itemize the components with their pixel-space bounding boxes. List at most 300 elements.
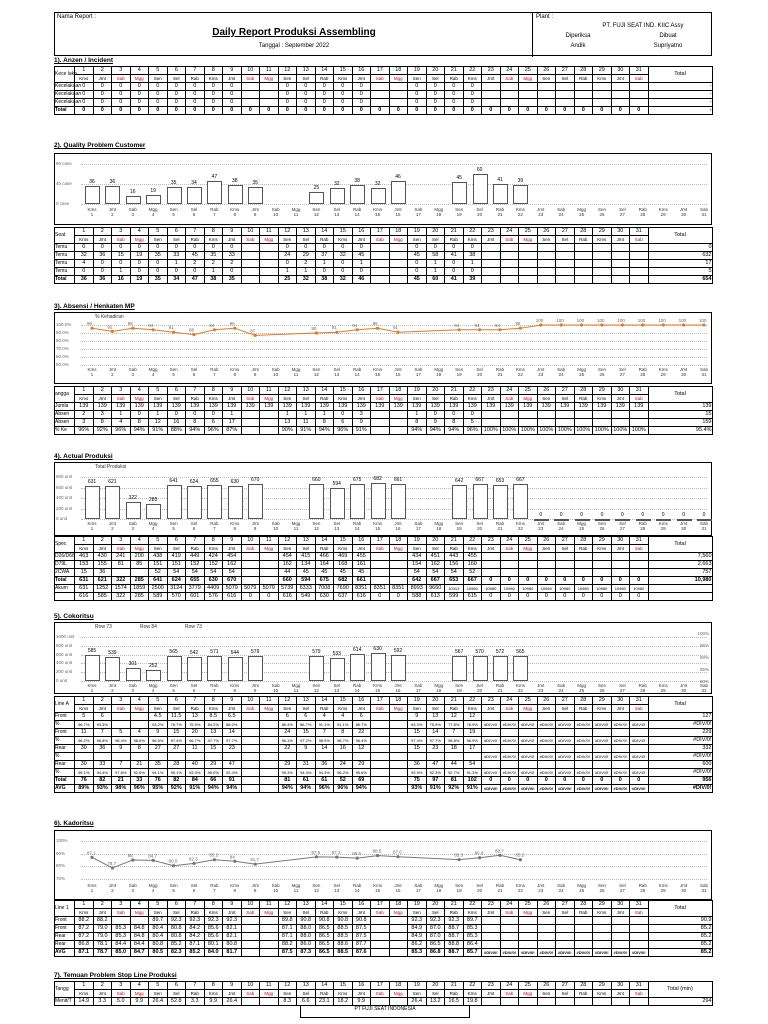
table-cell <box>574 569 593 577</box>
table-cell: 15 <box>408 745 427 753</box>
section-absensi-title: 3). Absensi / Henkaten MP <box>54 303 135 310</box>
weekday-header: Sel <box>297 705 316 713</box>
weekday-header: Sab <box>241 990 260 998</box>
table-cell: 75.9% <box>186 721 205 729</box>
day-header: 11 <box>260 901 279 909</box>
table-cell <box>371 577 390 585</box>
weekday-header: Kms <box>204 395 223 403</box>
day-header: 15 <box>334 901 353 909</box>
table-cell <box>500 83 519 91</box>
row-total: 90.9 <box>648 917 712 925</box>
weekday-header: Jmt <box>93 990 112 998</box>
table-cell: 1252 <box>93 585 112 593</box>
table-cell <box>537 276 556 284</box>
table-cell: 91% <box>463 785 482 793</box>
table-cell: 92.7% <box>445 769 464 777</box>
day-header: 26 <box>537 537 556 545</box>
day-header: 12 <box>278 537 297 545</box>
table-cell <box>593 99 612 107</box>
x-tick-label: Sen 19 <box>455 521 464 531</box>
table-cell <box>500 411 519 419</box>
bar-value-label: 36 <box>109 179 116 185</box>
table-cell: #DIV/0! <box>482 769 501 777</box>
bar-value-label: 39 <box>517 177 524 184</box>
grid-line <box>81 646 707 647</box>
day-header: 17 <box>371 901 390 909</box>
day-header: 25 <box>519 387 538 395</box>
x-tick-label: Sel 20 <box>476 207 483 217</box>
row-label <box>55 593 75 601</box>
x-tick-label: Sel 6 <box>190 883 198 893</box>
y-tick-label: 80% <box>56 863 66 869</box>
table-cell <box>519 998 538 1006</box>
x-tick-label: Sab 10 <box>271 207 280 217</box>
point-value-label: 100 <box>556 318 564 323</box>
data-bar <box>105 657 120 681</box>
table-cell <box>537 244 556 252</box>
table-cell: 0 <box>426 99 445 107</box>
line-point <box>152 328 155 331</box>
day-header: 27 <box>556 67 575 75</box>
x-tick-label: Rab 21 <box>495 683 505 693</box>
table-cell: 455 <box>463 553 482 561</box>
table-cell: 94% <box>204 785 223 793</box>
day-header: 5 <box>149 697 168 705</box>
weekday-header: Mgg <box>519 75 538 83</box>
table-cell: 95.1% <box>167 769 186 777</box>
table-cell: 0 <box>204 99 223 107</box>
weekday-header: Mgg <box>389 545 408 553</box>
table-cell: 47 <box>426 761 445 769</box>
table-cell: 0 <box>463 91 482 99</box>
table-cell: 96% <box>463 427 482 435</box>
table-cell <box>556 917 575 925</box>
table-cell <box>500 419 519 427</box>
table-cell <box>260 729 279 737</box>
table-cell <box>371 244 390 252</box>
table-cell: 45 <box>408 252 427 260</box>
total-header: Total <box>648 67 712 83</box>
day-header: 16 <box>352 537 371 545</box>
table-cell: 0 <box>204 107 223 115</box>
table-cell: 0 <box>297 91 316 99</box>
weekday-header: Mgg <box>130 395 149 403</box>
table-cell: 164 <box>315 561 334 569</box>
table-cell: 15 <box>297 729 316 737</box>
table-cell: 90.8 <box>315 917 334 925</box>
x-tick-label: Kms 29 <box>658 521 668 531</box>
bar-value-label: 0 <box>600 512 604 518</box>
right-tick-label: 95% <box>699 643 709 648</box>
weekday-header: Sen <box>408 990 427 998</box>
table-cell: 89.7 <box>149 917 168 925</box>
day-header: 27 <box>556 537 575 545</box>
x-tick-label: Kms 22 <box>515 521 525 531</box>
table-cell: 10980 <box>574 585 593 593</box>
weekday-header: Sab <box>241 236 260 244</box>
weekday-header: Rab <box>186 395 205 403</box>
bar-value-label: 41 <box>497 176 503 183</box>
table-cell: 86.8 <box>426 949 445 957</box>
table-cell <box>241 917 260 925</box>
day-header: 21 <box>445 67 464 75</box>
table-cell <box>574 998 593 1006</box>
table-cell: 6.6 <box>297 998 316 1006</box>
table-cell: 0 <box>519 593 538 601</box>
table-cell <box>371 737 390 745</box>
table-cell: 419 <box>167 553 186 561</box>
table-cell <box>260 769 279 777</box>
table-cell <box>149 753 168 761</box>
table-cell: 5739 <box>278 585 297 593</box>
table-cell <box>389 745 408 753</box>
point-value-label: 100 <box>678 318 687 323</box>
data-bar <box>473 484 488 519</box>
table-cell <box>500 713 519 721</box>
table-cell: 139 <box>112 403 131 411</box>
table-cell: #DIV/0! <box>537 769 556 777</box>
table-cell: 30 <box>75 745 94 753</box>
table-cell <box>556 713 575 721</box>
day-header: 2 <box>93 387 112 395</box>
day-header: 30 <box>611 697 630 705</box>
table-cell: 139 <box>445 403 464 411</box>
day-header: 20 <box>426 67 445 75</box>
y-tick-label: 800 unit <box>56 474 73 479</box>
day-header: 26 <box>537 697 556 705</box>
table-cell <box>241 569 260 577</box>
line-point <box>396 855 399 858</box>
table-cell: 0 <box>593 577 612 585</box>
table-cell: 17 <box>463 745 482 753</box>
day-header: 2 <box>93 982 112 990</box>
table-cell: 84.4 <box>130 941 149 949</box>
x-tick-label: Rab 7 <box>210 883 219 893</box>
table-cell: 8351 <box>389 585 408 593</box>
weekday-header: Sel <box>426 236 445 244</box>
weekday-header: Kms <box>593 705 612 713</box>
x-tick-label: Sen 12 <box>312 683 321 693</box>
day-header: 26 <box>537 67 556 75</box>
weekday-header: Mgg <box>260 75 279 83</box>
table-cell: 92.3 <box>186 917 205 925</box>
table-cell <box>260 561 279 569</box>
weekday-header: Sen <box>278 909 297 917</box>
table-cell: 10980 <box>611 585 630 593</box>
x-tick-label: Mgg 25 <box>577 521 586 531</box>
row-total: 956 <box>648 777 712 785</box>
day-header: 18 <box>389 982 408 990</box>
table-cell <box>241 260 260 268</box>
x-tick-label: Sab 24 <box>557 367 566 377</box>
table-cell: 36 <box>408 761 427 769</box>
table-cell: 95% <box>149 785 168 793</box>
table-cell: 0 <box>278 99 297 107</box>
table-cell <box>260 933 279 941</box>
day-header: 24 <box>500 387 519 395</box>
weekday-header: Kms <box>463 705 482 713</box>
x-tick-label: Kms 15 <box>373 367 383 377</box>
table-cell: 38 <box>315 276 334 284</box>
day-header: 3 <box>112 387 131 395</box>
day-header: 7 <box>186 697 205 705</box>
table-cell <box>630 268 649 276</box>
point-value-label: 94 <box>148 322 154 328</box>
right-tick-label: 90% <box>699 655 709 660</box>
day-header: 6 <box>167 982 186 990</box>
x-tick-label: Rab 28 <box>638 521 647 531</box>
table-cell <box>630 729 649 737</box>
table-cell: 54 <box>186 569 205 577</box>
table-cell: 33 <box>167 252 186 260</box>
table-cell: #DIV/0! <box>593 737 612 745</box>
table-cell: 3.3 <box>93 998 112 1006</box>
weekday-header: Mgg <box>519 705 538 713</box>
table-cell: 7 <box>93 729 112 737</box>
table-cell: 415 <box>297 553 316 561</box>
table-cell: 0 <box>186 83 205 91</box>
table-cell <box>241 761 260 769</box>
table-cell: 15 <box>75 569 94 577</box>
table-cell <box>93 753 112 761</box>
data-bar <box>473 174 488 204</box>
weekday-header: Sab <box>500 236 519 244</box>
weekday-header: Rab <box>574 545 593 553</box>
table-cell: 85.3 <box>463 925 482 933</box>
table-cell: 139 <box>389 403 408 411</box>
table-cell <box>371 949 390 957</box>
table-cell: #DIV/0! <box>593 785 612 793</box>
table-cell: 87.1 <box>186 941 205 949</box>
table-cell: 0 <box>426 91 445 99</box>
table-cell <box>241 729 260 737</box>
table-cell: 100% <box>593 427 612 435</box>
weekday-header: Sab <box>371 75 390 83</box>
day-header: 12 <box>278 901 297 909</box>
table-cell: 0 <box>167 107 186 115</box>
weekday-header: Sen <box>149 395 168 403</box>
x-tick-label: Jmt 30 <box>679 521 688 531</box>
absensi-table <box>54 386 713 435</box>
table-cell: 92.6% <box>130 769 149 777</box>
table-cell: 0 <box>519 107 538 115</box>
day-header: 13 <box>297 228 316 236</box>
right-tick-label: 85% <box>699 667 709 672</box>
weekday-header: Jmt <box>93 75 112 83</box>
weekday-header: Jmt <box>223 990 242 998</box>
weekday-header: Jmt <box>352 75 371 83</box>
table-cell: 87.5 <box>352 925 371 933</box>
bar-value-label: 0 <box>621 512 624 518</box>
y-tick-label: 90% <box>56 850 66 856</box>
data-bar <box>167 187 182 205</box>
x-tick-label: Mgg 4 <box>148 207 158 217</box>
weekday-header: Sen <box>278 705 297 713</box>
weekday-header: Rab <box>315 705 334 713</box>
row-label: Rear <box>55 745 75 753</box>
day-header: 27 <box>556 228 575 236</box>
x-tick-label: Sel 6 <box>190 521 198 531</box>
table-cell: 86.5 <box>315 933 334 941</box>
table-cell: 0 <box>482 593 501 601</box>
table-cell: 80.8 <box>149 941 168 949</box>
point-value-label: 87 <box>250 328 256 334</box>
day-header: 29 <box>593 901 612 909</box>
x-tick-label: Kms 15 <box>373 683 383 693</box>
weekday-header: Kms <box>463 909 482 917</box>
bar-value-label: 45 <box>456 174 462 181</box>
table-cell <box>556 925 575 933</box>
day-header: 12 <box>278 982 297 990</box>
row-label: D79L <box>55 561 75 569</box>
table-cell: 156 <box>445 561 464 569</box>
weekday-header: Sel <box>167 75 186 83</box>
table-cell <box>556 276 575 284</box>
produksi-table <box>54 536 713 601</box>
table-cell: 0 <box>278 244 297 252</box>
approval-names <box>533 43 713 49</box>
x-tick-label: Sab 31 <box>699 521 708 531</box>
table-cell: 97.8% <box>112 769 131 777</box>
table-cell: 0 <box>352 107 371 115</box>
weekday-header: Jmt <box>482 909 501 917</box>
table-cell <box>537 553 556 561</box>
data-bar <box>513 656 528 681</box>
x-tick-label: Sel 27 <box>619 207 626 217</box>
table-cell <box>611 745 630 753</box>
table-cell <box>241 933 260 941</box>
table-cell: 642 <box>408 577 427 585</box>
table-cell: #DIV/0! <box>630 769 649 777</box>
table-cell: 168 <box>334 561 353 569</box>
day-header: 1 <box>75 228 94 236</box>
row-total: 7,560 <box>648 553 712 561</box>
total-header: Total <box>648 901 712 917</box>
table-cell <box>371 777 390 785</box>
table-cell: 0 <box>149 83 168 91</box>
table-cell <box>260 244 279 252</box>
table-cell <box>574 917 593 925</box>
table-cell: 661 <box>352 577 371 585</box>
x-tick-label: Jmt 30 <box>679 367 688 377</box>
table-cell: 29 <box>204 761 223 769</box>
table-cell <box>112 917 131 925</box>
x-tick-label: Sab 10 <box>271 521 280 531</box>
day-header: 22 <box>463 901 482 909</box>
day-header: 16 <box>352 387 371 395</box>
table-cell: 9 <box>352 419 371 427</box>
weekday-header: Sel <box>556 909 575 917</box>
day-header: 19 <box>408 228 427 236</box>
weekday-header: Sab <box>500 990 519 998</box>
row-total: 85.2 <box>648 949 712 957</box>
x-tick-label: Jmt 16 <box>394 207 402 217</box>
row-label: D26/D66 <box>55 553 75 559</box>
table-cell: 10980 <box>630 585 649 593</box>
data-bar <box>452 182 467 205</box>
line-point <box>621 323 624 326</box>
table-cell: #DIV/0! <box>593 769 612 777</box>
weekday-header: Sab <box>630 75 649 83</box>
weekday-header: Sel <box>167 909 186 917</box>
point-value-label: 91 <box>168 325 174 331</box>
table-cell <box>500 99 519 107</box>
table-cell: 0 <box>223 91 242 99</box>
x-tick-label: Rab 28 <box>638 883 647 893</box>
table-cell: 77.8% <box>445 721 464 729</box>
table-cell: 45 <box>352 252 371 260</box>
point-value-label: 87.1 <box>87 850 96 856</box>
cokoritsu-chart <box>54 622 712 694</box>
x-tick-label: Mgg 18 <box>434 207 444 217</box>
table-cell: 0 <box>315 244 334 252</box>
table-cell <box>260 753 279 761</box>
x-tick-label: Jmt 9 <box>251 367 259 377</box>
line-point <box>498 854 501 857</box>
table-cell: 0 <box>371 107 390 115</box>
table-cell: 88.7 <box>445 925 464 933</box>
table-cell: 12 <box>149 419 168 427</box>
day-header: 17 <box>371 982 390 990</box>
x-tick-label: Jmt 23 <box>537 207 545 217</box>
line-point <box>213 858 216 861</box>
point-value-label: 94 <box>454 322 460 328</box>
table-cell <box>556 91 575 99</box>
data-bar <box>85 655 100 681</box>
line-point <box>519 858 522 861</box>
x-tick-label: Kms 8 <box>230 521 240 531</box>
weekday-header: Mgg <box>260 705 279 713</box>
table-cell: 87.3 <box>297 949 316 957</box>
table-cell: 91% <box>426 785 445 793</box>
row-label: Front <box>55 729 75 737</box>
table-cell <box>371 91 390 99</box>
table-cell: 624 <box>167 577 186 585</box>
data-bar <box>677 519 692 521</box>
table-cell: 89% <box>75 785 94 793</box>
weekday-header: Sab <box>500 395 519 403</box>
day-header: 15 <box>334 982 353 990</box>
table-cell <box>389 419 408 427</box>
table-cell: 0 <box>408 91 427 99</box>
data-bar <box>615 519 630 521</box>
table-cell: 88.0 <box>297 925 316 933</box>
table-cell <box>519 917 538 925</box>
table-cell: 34 <box>167 276 186 284</box>
table-cell: 11 <box>75 729 94 737</box>
table-cell: 588 <box>408 593 427 601</box>
data-bar <box>493 485 508 519</box>
table-cell: 80.1 <box>204 941 223 949</box>
day-header: 18 <box>389 901 408 909</box>
line-point <box>682 323 685 326</box>
day-header: 2 <box>93 697 112 705</box>
table-cell <box>482 260 501 268</box>
row-total: - <box>648 83 712 91</box>
bar-value-label: 682 <box>373 476 382 483</box>
weekday-header: Sen <box>149 990 168 998</box>
table-cell <box>611 252 630 260</box>
table-cell: 7008 <box>315 585 334 593</box>
weekday-header: Mgg <box>519 236 538 244</box>
table-cell <box>482 933 501 941</box>
table-cell: 430 <box>93 553 112 561</box>
table-cell: 54 <box>463 761 482 769</box>
table-cell <box>371 753 390 761</box>
row-total: - <box>648 91 712 99</box>
table-cell: 322 <box>112 577 131 585</box>
day-header: 17 <box>371 387 390 395</box>
